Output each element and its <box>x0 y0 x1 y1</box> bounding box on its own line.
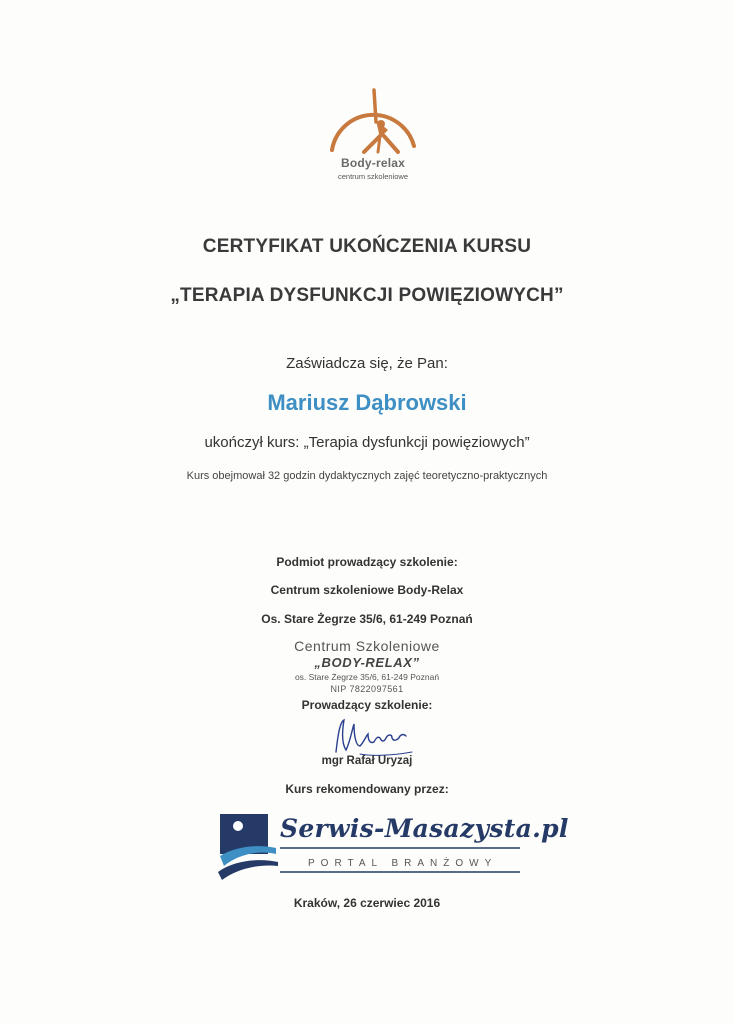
leader-label: Prowadzący szkolenie: <box>301 698 433 712</box>
stamp-line-2: „BODY-RELAX” <box>314 655 420 670</box>
signature <box>330 712 420 760</box>
completed-course-text: ukończył kurs: „Terapia dysfunkcji powięziowych” <box>204 434 530 451</box>
stamp-line-4: NIP 7822097561 <box>330 684 404 694</box>
place-and-date: Kraków, 26 czerwiec 2016 <box>293 896 441 910</box>
partner-logo <box>216 808 569 884</box>
attestation-text: Zaświadcza się, że Pan: <box>286 355 448 372</box>
recommendation-label: Kurs rekomendowany przez: <box>285 782 449 796</box>
partner-name: Serwis-Masazysta.pl <box>280 814 569 843</box>
certificate-title: CERTYFIKAT UKOŃCZENIA KURSU <box>202 236 532 257</box>
organizer-name: Centrum szkoleniowe Body-Relax <box>270 583 464 597</box>
partner-tagline: PORTAL BRANŻOWY <box>308 858 498 869</box>
stamp-line-1: Centrum Szkoleniowe <box>294 638 440 654</box>
leader-name: mgr Rafał Uryzaj <box>321 755 413 767</box>
organizer-label: Podmiot prowadzący szkolenie: <box>276 555 458 569</box>
stamp-line-3: os. Stare Żegrze 35/6, 61-249 Poznań <box>294 672 440 682</box>
organizer-address: Os. Stare Żegrze 35/6, 61-249 Poznań <box>261 612 473 626</box>
recipient-name: Mariusz Dąbrowski <box>267 390 467 415</box>
body-relax-logo <box>318 80 428 190</box>
logo-name: Body-relax <box>340 156 406 170</box>
course-title: „TERAPIA DYSFUNKCJI POWIĘZIOWYCH” <box>170 285 564 306</box>
logo-subtitle: centrum szkoleniowe <box>337 172 409 181</box>
hours-note: Kurs obejmował 32 godzin dydaktycznych zajęć teoretyczno-praktycznych <box>186 470 548 482</box>
